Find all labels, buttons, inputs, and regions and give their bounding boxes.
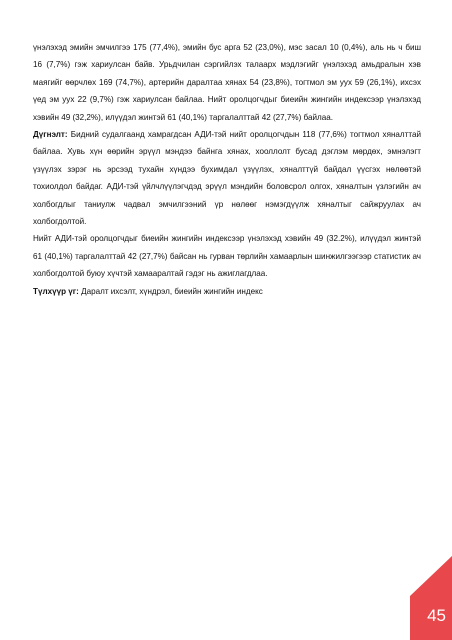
keywords-label: Түлхүүр үг: bbox=[33, 286, 79, 296]
paragraph-keywords bbox=[33, 283, 421, 300]
conclusion-label: Дүгнэлт: bbox=[33, 130, 68, 140]
body-text bbox=[33, 39, 421, 300]
paragraph-results: үнэлэхэд эмийн эмчилгээ 175 (77,4%), эмийн бус арга 52 (23,0%), мэс засал 10 (0,4%), аль нь ч биш 16 (7,7%) гэж хариулсан байв. Урьдчилан сэргийлэх талаарх мэдлэгийг үнэлэхэд амьдралын хэв маягийг өөрчлөх 169 (74,7%), артерийн даралтаа хянах 54 (23,8%), тогтмол эм уух 59 (26,1%), ихсэх үед эм уух 22 (9,7%) гэж хариулсан байлаа. Нийт оролцогчдыг биеийн жингийн индексээр үнэлэхэд хэвийн 49 (32,2%), илүүдэл жинтэй 61 (40,1%) таргалалттай 42 (27,7%) байлаа. bbox=[33, 43, 421, 122]
page-number: 45 bbox=[427, 606, 446, 625]
paragraph-bmi-summary: Нийт АДИ-тэй оролцогчдыг биеийн жингийн индексээр үнэлэхэд хэвийн 49 (32.2%), илүүдэл жинтэй 61 (40,1%) таргалалттай 42 (27,7%) байсан нь гурван төрлийн хамаарлын шинжилгээгээр статистик ач холбогдолтой буюу хүчтэй хамааралтай гэдэг нь ажиглагдлаа. bbox=[33, 234, 421, 279]
conclusion-text: Бидний судалгаанд хамрагдсан АДИ-тэй нийт оролцогчдын 118 (77,6%) тогтмол хяналттай байлаа. Хувь хүн өөрийн эрүүл мэндээ байнга хянах, хооллолт бусад дэглэм мөрдөх, эмнэлэгт үзүүлэх зэрэг нь эрсээд тухайн хүндээ бухимдал үзүүлэх, хяналттүй байдал үүсгэх нөлөөтэй тохиолдол байдаг. АДИ-тэй үйлчлүүлэгчдэд эрүүл мэндийн боловсрол олгох, хяналтын үзлэгийн ач холбогдлыг таниулж чадвал эмчилгээний үр нөлөөг нэмэгдүүлж хяналтыг сайжруулах ач холбогдолтой. bbox=[33, 130, 421, 227]
corner-triangle-shape bbox=[410, 556, 452, 640]
paragraph-conclusion bbox=[33, 126, 421, 230]
keywords-text: Даралт ихсэлт, хүндрэл, биеийн жингийн индекс bbox=[78, 286, 263, 296]
page-corner-decoration bbox=[410, 556, 452, 640]
